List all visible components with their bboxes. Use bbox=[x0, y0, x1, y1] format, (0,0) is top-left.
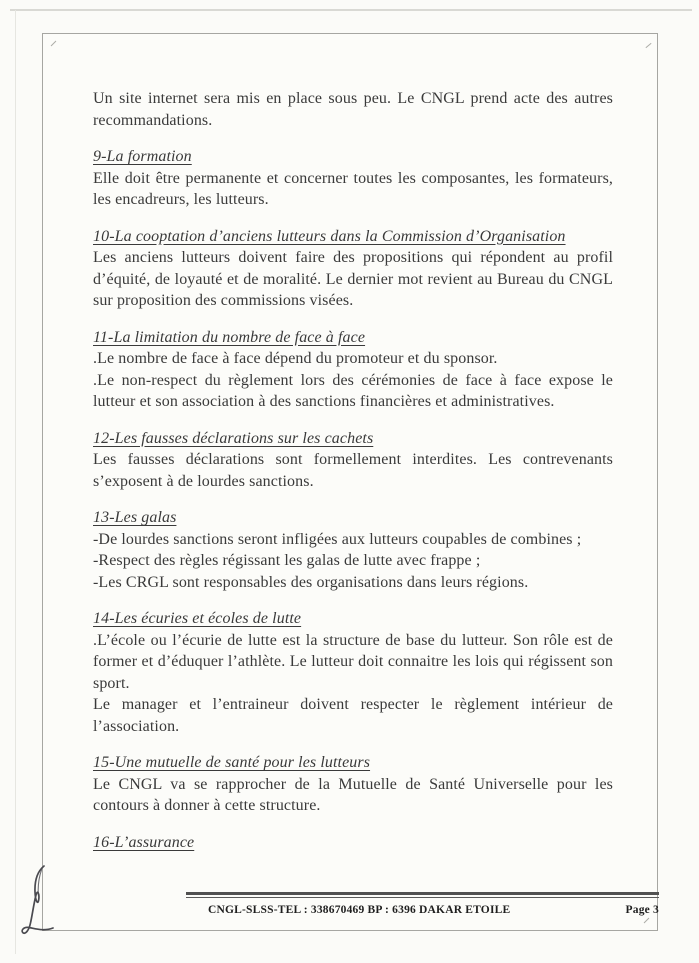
section-heading: 14-Les écuries et écoles de lutte bbox=[93, 610, 302, 627]
section-16-assurance bbox=[93, 832, 613, 854]
scan-edge-left bbox=[15, 10, 16, 954]
corner-tick-top-left bbox=[51, 41, 57, 47]
section-paragraph: Elle doit être permanente et concerner toutes les composantes, les formateurs, les encadreurs, les lutteurs. bbox=[93, 169, 613, 208]
section-15-mutuelle-sante bbox=[93, 752, 613, 817]
section-paragraph: Les fausses déclarations sont formellement interdites. Les contrevenants s’exposent à de lourdes sanctions. bbox=[93, 451, 613, 490]
section-9-la-formation bbox=[93, 146, 613, 211]
section-heading: 9-La formation bbox=[93, 148, 192, 165]
section-paragraph: .L’école ou l’écurie de lutte est la structure de base du lutteur. Son rôle est de former et d’éduquer l’athlète. Le lutteur doit connaitre les lois qui régissent son sport. bbox=[93, 631, 613, 692]
scan-edge-top bbox=[10, 9, 692, 11]
section-10-cooptation bbox=[93, 226, 613, 312]
signature-scribble-icon bbox=[17, 864, 63, 940]
intro-paragraph: Un site internet sera mis en place sous peu. Le CNGL prend acte des autres recommandations. bbox=[93, 90, 613, 129]
section-heading: 13-Les galas bbox=[93, 509, 177, 526]
section-paragraph: -De lourdes sanctions seront infligées aux lutteurs coupables de combines ; bbox=[93, 530, 582, 548]
section-heading: 10-La cooptation d’anciens lutteurs dans la Commission d’Organisation bbox=[93, 227, 566, 245]
intro-section bbox=[93, 88, 613, 131]
section-paragraph: Les anciens lutteurs doivent faire des propositions qui répondent au profil d’équité, de loyauté et de moralité. Le dernier mot revient au Bureau du CNGL sur proposition des commissions visées. bbox=[93, 249, 613, 309]
section-heading: 11-La limitation du nombre de face à face bbox=[93, 328, 366, 346]
footer-contact-text: CNGL-SLSS-TEL : 338670469 BP : 6396 DAKAR ETOILE bbox=[208, 904, 511, 916]
footer-rule bbox=[186, 892, 659, 898]
section-12-fausses-declarations bbox=[93, 428, 613, 493]
page-frame bbox=[42, 33, 658, 931]
page-number: Page 3 bbox=[625, 904, 659, 916]
section-paragraph: -Les CRGL sont responsables des organisations dans leurs régions. bbox=[93, 573, 529, 591]
section-heading: 15-Une mutuelle de santé pour les lutteurs bbox=[93, 754, 371, 771]
section-heading: 12-Les fausses déclarations sur les cachets bbox=[93, 429, 374, 447]
section-paragraph: .Le non-respect du règlement lors des cérémonies de face à face expose le lutteur et son association à des sanctions financières et administratives. bbox=[93, 371, 613, 410]
section-paragraph: Le manager et l’entraineur doivent respecter le règlement intérieur de l’association. bbox=[93, 696, 613, 735]
section-paragraph: Le CNGL va se rapprocher de la Mutuelle de Santé Universelle pour les contours à donner à cette structure. bbox=[93, 775, 613, 814]
footer-row bbox=[186, 904, 659, 916]
section-11-limitation-face-a-face bbox=[93, 327, 613, 413]
corner-tick-bottom-right bbox=[644, 918, 650, 924]
corner-tick-top-right bbox=[645, 43, 651, 48]
section-heading: 16-L’assurance bbox=[93, 833, 195, 851]
document-body bbox=[93, 88, 613, 868]
section-14-ecuries-ecoles bbox=[93, 608, 613, 737]
page-footer bbox=[186, 892, 659, 916]
section-paragraph: .Le nombre de face à face dépend du promoteur et du sponsor. bbox=[93, 350, 498, 367]
section-paragraph: -Respect des règles régissant les galas de lutte avec frappe ; bbox=[93, 552, 481, 569]
section-13-les-galas bbox=[93, 507, 613, 593]
